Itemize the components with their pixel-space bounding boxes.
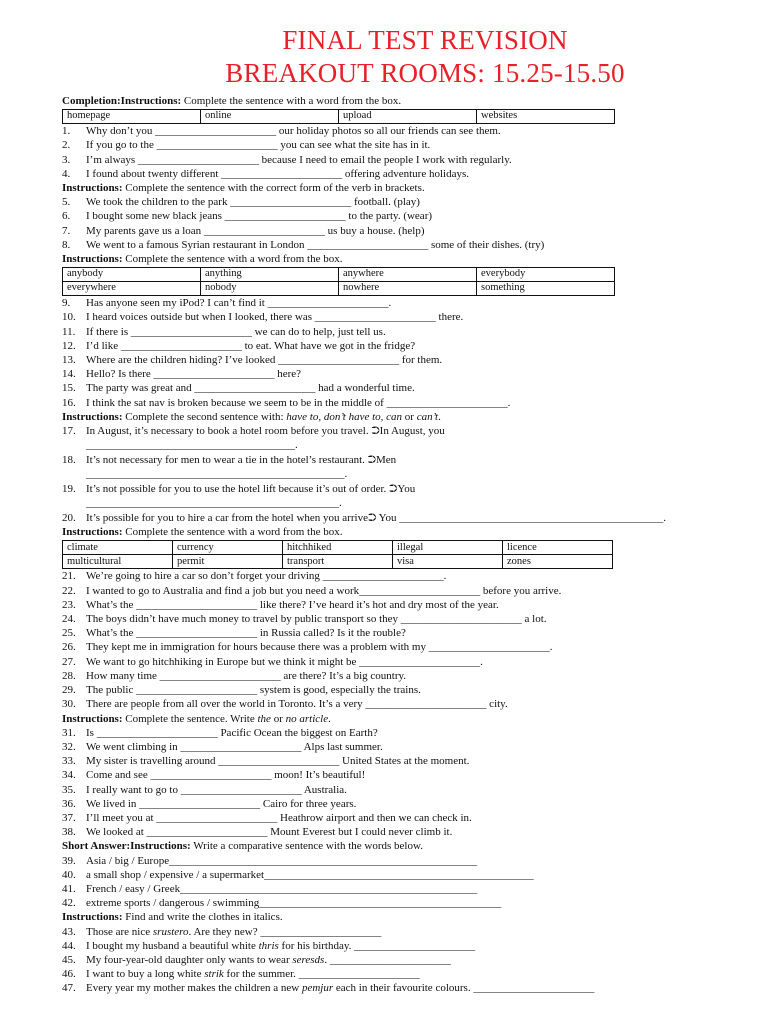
question-number: 28. (62, 669, 76, 682)
word-box (62, 109, 615, 124)
scrambled-word: seresds (292, 953, 325, 966)
question-text (86, 167, 768, 181)
answer-line: ______________________________________________. (86, 497, 342, 510)
question-text (86, 367, 768, 381)
question-item (62, 424, 768, 453)
question-item (62, 482, 768, 511)
question-item (62, 367, 768, 381)
instructions-text: Complete the second sentence with: (122, 410, 287, 423)
question-item (62, 138, 768, 152)
question-text (86, 811, 768, 825)
question-number: 19. (62, 483, 76, 496)
question-item (62, 925, 768, 939)
question-item (62, 310, 768, 324)
instructions-text: . (328, 712, 331, 725)
question-item (62, 167, 768, 181)
instructions-heading (62, 94, 768, 108)
question-text-part: In August, it’s necessary to book a hotel room before you travel. ⮊In August, you (86, 425, 445, 438)
instructions-heading (62, 181, 768, 195)
scrambled-word: srustero (152, 925, 189, 938)
question-text (86, 310, 768, 324)
answer-line: _______________________________________________. (86, 468, 348, 481)
question-number: 22. (62, 584, 76, 597)
question-number: 27. (62, 655, 76, 668)
instructions-label: Instructions: (62, 410, 123, 423)
question-number: 4. (62, 167, 71, 180)
word-box-row (63, 268, 615, 282)
question-item (62, 381, 768, 395)
question-text (86, 868, 768, 882)
question-number: 39. (62, 854, 76, 867)
instructions-label: Instructions: (62, 712, 123, 725)
answer-line: ______________________________________. (86, 439, 298, 452)
question-text (86, 424, 768, 453)
question-number: 6. (62, 210, 71, 223)
instructions-heading (62, 525, 768, 539)
question-text (86, 754, 768, 768)
question-text (86, 224, 768, 238)
question-number: 23. (62, 598, 76, 611)
question-item (62, 296, 768, 310)
question-text-part: What’s the ______________________ like there? I’ve heard it’s hot and dry most of the year. (86, 598, 499, 611)
question-text-part: It’s not possible for you to use the hotel lift because it’s out of order. ⮊You (86, 483, 416, 496)
word-box-cell: homepage (63, 110, 201, 124)
question-number: 42. (62, 897, 76, 910)
question-text-part: If you go to the ______________________ you can see what the site has in it. (86, 139, 431, 152)
instructions-label: Instructions: (62, 182, 123, 195)
question-number: 25. (62, 627, 76, 640)
question-number: 7. (62, 224, 71, 237)
instructions-label: Instructions: (62, 911, 123, 924)
question-text-part: I found about twenty different ______________________ offering adventure holidays. (86, 167, 469, 180)
word-box-cell: anybody (63, 268, 201, 282)
word-box-row (63, 282, 615, 296)
question-text-part: The party was great and ______________________ had a wonderful time. (86, 382, 415, 395)
question-text (86, 381, 768, 395)
question-text-part: Is ______________________ Pacific Ocean the biggest on Earth? (86, 726, 378, 739)
question-text (86, 939, 768, 953)
question-text-part: I want to buy a long white (86, 968, 205, 981)
question-text (86, 626, 768, 640)
question-number: 43. (62, 925, 76, 938)
question-text-part: I’d like ______________________ to eat. What have we got in the fridge? (86, 339, 416, 352)
question-text (86, 195, 768, 209)
question-item (62, 896, 768, 910)
question-item (62, 854, 768, 868)
question-text-part: French / easy / Greek______________________________________________________ (86, 882, 478, 895)
word-box-cell: multicultural (63, 555, 173, 569)
question-item (62, 953, 768, 967)
question-number: 20. (62, 512, 76, 525)
question-text (86, 896, 768, 910)
instructions-heading (62, 410, 768, 424)
question-text (86, 238, 768, 252)
word-box-cell: websites (477, 110, 615, 124)
question-text-part: a small shop / expensive / a supermarket_________________________________________________ (86, 868, 534, 881)
question-number: 15. (62, 382, 76, 395)
instructions-text: Write a comparative sentence with the words below. (190, 840, 423, 853)
question-item (62, 797, 768, 811)
question-item (62, 396, 768, 410)
question-number: 13. (62, 354, 76, 367)
question-text-part: Those are nice (86, 925, 153, 938)
instructions-option: the (257, 712, 271, 725)
question-text-part: I really want to go to ______________________ Australia. (86, 783, 347, 796)
question-text (86, 669, 768, 683)
instructions-option: have to, don’t have to, can (286, 410, 403, 423)
question-text (86, 797, 768, 811)
question-number: 21. (62, 570, 76, 583)
instructions-label: Completion:Instructions: (62, 95, 182, 107)
question-item (62, 195, 768, 209)
question-text (86, 396, 768, 410)
question-text (86, 209, 768, 223)
instructions-text: Complete the sentence with a word from the box. (181, 95, 402, 107)
question-item (62, 939, 768, 953)
word-box-cell: upload (339, 110, 477, 124)
question-text (86, 697, 768, 711)
question-item (62, 209, 768, 223)
question-text-part: The boys didn’t have much money to travel by public transport so they ______________________ a lot. (86, 613, 547, 626)
question-number: 38. (62, 826, 76, 839)
page-subtitle: BREAKOUT ROOMS: 15.25-15.50 (225, 58, 625, 88)
word-box-cell: climate (63, 541, 173, 555)
question-item (62, 153, 768, 167)
scrambled-word: strik (204, 968, 224, 981)
question-text-part: Asia / big / Europe________________________________________________________ (86, 854, 478, 867)
instructions-heading (62, 839, 768, 853)
question-text-part: I’ll meet you at ______________________ Heathrow airport and then we can check in. (86, 811, 472, 824)
question-item (62, 612, 768, 626)
question-text (86, 296, 768, 310)
page-title: FINAL TEST REVISION (282, 25, 568, 55)
word-box-cell: anything (201, 268, 339, 282)
question-number: 32. (62, 740, 76, 753)
question-item (62, 811, 768, 825)
word-box-cell: something (477, 282, 615, 296)
question-item (62, 511, 768, 525)
word-box-row (63, 555, 613, 569)
question-text-part: We went to a famous Syrian restaurant in London ______________________ some of their dishes. (try) (86, 238, 545, 251)
question-item (62, 768, 768, 782)
question-item (62, 238, 768, 252)
instructions-heading (62, 712, 768, 726)
question-text-part: Hello? Is there ______________________ here? (86, 368, 302, 381)
question-text-part: I’m always ______________________ because I need to email the people I work with regularly. (86, 153, 512, 166)
question-text-part: I bought some new black jeans ______________________ to the party. (wear) (86, 210, 433, 223)
question-number: 10. (62, 311, 76, 324)
question-number: 30. (62, 698, 76, 711)
question-text-part: My sister is travelling around ______________________ United States at the moment. (86, 755, 470, 768)
question-number: 33. (62, 755, 76, 768)
instructions-text: . (438, 410, 441, 423)
question-text-part: Why don’t you ______________________ our holiday photos so all our friends can see them. (86, 125, 501, 138)
question-text (86, 453, 768, 482)
question-text-part: I heard voices outside but when I looked, there was ______________________ there. (86, 311, 464, 324)
question-number: 18. (62, 454, 76, 467)
word-box-row (63, 110, 615, 124)
question-text (86, 683, 768, 697)
question-item (62, 754, 768, 768)
instructions-heading (62, 252, 768, 266)
question-number: 34. (62, 769, 76, 782)
question-number: 5. (62, 196, 71, 209)
question-number: 46. (62, 968, 76, 981)
question-item (62, 339, 768, 353)
question-text-part: It’s not necessary for men to wear a tie in the hotel’s restaurant. ⮊Men (86, 454, 397, 467)
question-text (86, 598, 768, 612)
question-item (62, 697, 768, 711)
instructions-text: Find and write the clothes in italics. (122, 911, 283, 924)
question-number: 45. (62, 953, 76, 966)
question-text-part: extreme sports / dangerous / swimming____________________________________________ (86, 897, 502, 910)
question-item (62, 825, 768, 839)
question-text-part: Has anyone seen my iPod? I can’t find it ______________________. (86, 297, 392, 310)
question-item (62, 683, 768, 697)
word-box-cell: nobody (201, 282, 339, 296)
instructions-text: Complete the sentence. Write (122, 712, 258, 725)
word-box (62, 540, 613, 569)
question-item (62, 726, 768, 740)
question-text (86, 569, 768, 583)
question-text-part: How many time ______________________ are there? It’s a big country. (86, 669, 407, 682)
question-text-part: for his birthday. ______________________ (278, 939, 476, 952)
question-number: 37. (62, 811, 76, 824)
question-text (86, 768, 768, 782)
question-number: 11. (62, 325, 76, 338)
question-text-part: They kept me in immigration for hours because there was a problem with my ______________________. (86, 641, 553, 654)
question-number: 2. (62, 139, 71, 152)
question-text (86, 353, 768, 367)
question-text-part: My parents gave us a loan ______________________ us buy a house. (help) (86, 224, 425, 237)
instructions-text: Complete the sentence with a word from the box. (122, 526, 343, 539)
question-number: 9. (62, 297, 71, 310)
question-text-part: We looked at ______________________ Mount Everest but I could never climb it. (86, 826, 453, 839)
word-box-cell: permit (173, 555, 283, 569)
question-item (62, 584, 768, 598)
question-text-part: Every year my mother makes the children a new (86, 982, 302, 995)
question-number: 35. (62, 783, 76, 796)
word-box-cell: online (201, 110, 339, 124)
word-box (62, 267, 615, 296)
question-number: 41. (62, 882, 76, 895)
question-text-part: for the summer. ______________________ (223, 968, 420, 981)
question-text (86, 482, 768, 511)
word-box-cell: licence (503, 541, 613, 555)
question-item (62, 453, 768, 482)
question-item (62, 967, 768, 981)
question-item (62, 655, 768, 669)
question-text-part: What’s the ______________________ in Russia called? Is it the rouble? (86, 627, 406, 640)
question-text-part: . Are they new? ______________________ (188, 925, 382, 938)
question-number: 26. (62, 641, 76, 654)
question-number: 29. (62, 684, 76, 697)
question-number: 3. (62, 153, 71, 166)
question-number: 36. (62, 797, 76, 810)
question-item (62, 124, 768, 138)
question-text (86, 640, 768, 654)
instructions-text: Complete the sentence with a word from the box. (122, 253, 343, 266)
question-text (86, 153, 768, 167)
question-text (86, 825, 768, 839)
question-number: 17. (62, 425, 76, 438)
question-number: 14. (62, 368, 76, 381)
word-box-cell: anywhere (339, 268, 477, 282)
question-text (86, 584, 768, 598)
question-text (86, 726, 768, 740)
word-box-cell: zones (503, 555, 613, 569)
question-number: 40. (62, 868, 76, 881)
question-text (86, 124, 768, 138)
question-text-part: We want to go hitchhiking in Europe but we think it might be ______________________. (86, 655, 483, 668)
word-box-cell: everywhere (63, 282, 201, 296)
question-item (62, 626, 768, 640)
question-text-part: each in their favourite colours. ______________________ (333, 982, 595, 995)
question-text (86, 953, 768, 967)
question-text (86, 882, 768, 896)
question-item (62, 353, 768, 367)
question-text (86, 339, 768, 353)
question-number: 31. (62, 726, 76, 739)
question-item (62, 868, 768, 882)
question-number: 24. (62, 613, 76, 626)
word-box-cell: illegal (393, 541, 503, 555)
question-item (62, 740, 768, 754)
question-number: 44. (62, 939, 76, 952)
question-item (62, 669, 768, 683)
word-box-cell: currency (173, 541, 283, 555)
instructions-text: or (270, 712, 286, 725)
instructions-label: Instructions: (62, 253, 123, 266)
instructions-text: or (402, 410, 417, 423)
question-item (62, 981, 768, 995)
question-text-part: There are people from all over the world in Toronto. It’s a very ______________________ city. (86, 698, 508, 711)
question-text (86, 783, 768, 797)
word-box-cell: hitchhiked (283, 541, 393, 555)
word-box-cell: transport (283, 555, 393, 569)
question-text-part: We went climbing in ______________________ Alps last summer. (86, 740, 383, 753)
word-box-cell: nowhere (339, 282, 477, 296)
word-box-row (63, 541, 613, 555)
question-text-part: I think the sat nav is broken because we seem to be in the middle of ______________________. (86, 396, 511, 409)
question-text-part: We’re going to hire a car so don’t forget your driving ______________________. (86, 570, 447, 583)
question-text (86, 740, 768, 754)
worksheet-content (62, 94, 768, 996)
scrambled-word: pemjur (301, 982, 334, 995)
instructions-text: Complete the sentence with the correct form of the verb in brackets. (122, 182, 425, 195)
instructions-option: can’t (416, 410, 439, 423)
question-text-part: We lived in ______________________ Cairo for three years. (86, 797, 357, 810)
question-text (86, 511, 768, 525)
question-text (86, 854, 768, 868)
question-text-part: Where are the children hiding? I’ve looked ______________________ for them. (86, 354, 443, 367)
question-text (86, 325, 768, 339)
question-text-part: The public ______________________ system is good, especially the trains. (86, 684, 421, 697)
word-box-cell: visa (393, 555, 503, 569)
instructions-heading (62, 910, 768, 924)
question-text-part: . ______________________ (324, 953, 451, 966)
question-text (86, 925, 768, 939)
question-number: 16. (62, 396, 76, 409)
question-item (62, 598, 768, 612)
question-item (62, 882, 768, 896)
question-number: 12. (62, 339, 76, 352)
question-number: 1. (62, 125, 71, 138)
question-text-part: Come and see ______________________ moon! It’s beautiful! (86, 769, 366, 782)
word-box-cell: everybody (477, 268, 615, 282)
question-item (62, 783, 768, 797)
question-number: 47. (62, 982, 76, 995)
question-item (62, 325, 768, 339)
instructions-label: Instructions: (62, 526, 123, 539)
question-text-part: If there is ______________________ we can do to help, just tell us. (86, 325, 386, 338)
question-number: 8. (62, 238, 71, 251)
question-item (62, 569, 768, 583)
question-text-part: It’s possible for you to hire a car from the hotel when you arrive⮊ You ________________________________________________. (86, 512, 666, 525)
question-text-part: We took the children to the park ______________________ football. (play) (86, 196, 420, 209)
question-item (62, 224, 768, 238)
question-text (86, 612, 768, 626)
question-text-part: I bought my husband a beautiful white (86, 939, 259, 952)
question-text (86, 981, 768, 995)
question-text (86, 967, 768, 981)
question-item (62, 640, 768, 654)
question-text (86, 138, 768, 152)
instructions-option: no article (285, 712, 329, 725)
instructions-label: Short Answer:Instructions: (62, 840, 191, 853)
scrambled-word: thris (258, 939, 279, 952)
question-text-part: I wanted to go to Australia and find a job but you need a work______________________ before you arrive. (86, 584, 562, 597)
question-text-part: My four-year-old daughter only wants to wear (86, 953, 293, 966)
question-text (86, 655, 768, 669)
